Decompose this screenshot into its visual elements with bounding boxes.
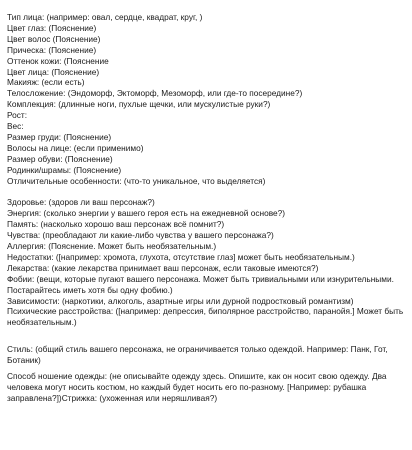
field-senses: Чувства: (преобладают ли какие-либо чувства у вашего персонажа?) (7, 230, 274, 241)
field-health: Здоровье: (здоров ли ваш персонаж?) (7, 197, 155, 208)
field-energy: Энергия: (сколько энергии у вашего героя есть на ежедневной основе?) (7, 208, 285, 219)
field-memory: Память: (насколько хорошо ваш персонаж всё помнит?) (7, 219, 225, 230)
field-hairstyle: Прическа: (Пояснение) (7, 44, 97, 55)
section-gap (7, 328, 407, 339)
field-skin-tone: Оттенок кожи: (Пояснение (7, 55, 109, 66)
field-distinctive-features: Отличительные особенности: (что-то уникальное, что выделяется) (7, 175, 266, 186)
field-hair-color: Цвет волос (Пояснение) (7, 33, 101, 44)
field-facial-hair: Волосы на лице: (если применимо) (7, 142, 144, 153)
field-face-type: Тип лица: (например: овал, сердце, квадрат, круг, ) (7, 12, 203, 22)
health-section (7, 197, 407, 328)
field-shoe-size: Размер обуви: (Пояснение) (7, 153, 113, 164)
style-section (7, 344, 407, 404)
field-build: Комплекция: (длинные ноги, пухлые щечки, или мускулистые руки?) (7, 99, 271, 110)
field-complexion: Цвет лица: (Пояснение) (7, 66, 100, 77)
field-moles-scars: Родинки/шрамы: (Пояснение) (7, 164, 122, 175)
character-questionnaire (7, 12, 407, 404)
field-flaws: Недостатки: ([например: хромота, глухота, отсутствие глаз] может быть необязательным.) (7, 251, 355, 262)
field-allergy: Аллергия: (Пояснение. Может быть необязательным.) (7, 241, 217, 252)
appearance-section (7, 12, 407, 187)
field-makeup: Макияж: (если есть) (7, 77, 85, 88)
field-mental-disorders: Психические расстройства: ([например: депрессия, биполярное расстройство, паранойя.] Может быть необязательным.) (7, 306, 404, 328)
field-weight: Вес: (7, 121, 24, 132)
field-eye-color: Цвет глаз: (Пояснение) (7, 22, 97, 33)
field-style: Стиль: (общий стиль вашего персонажа, не ограничивается только одеждой. Например: Панк, Гот, Ботаник) (7, 344, 388, 366)
section-gap (7, 187, 407, 198)
field-body-type: Телосложение: (Эндоморф, Эктоморф, Мезоморф, или где-то посередине?) (7, 88, 303, 99)
field-addictions: Зависимости: (наркотики, алкоголь, азартные игры или дурной подростковый романтизм) (7, 295, 354, 306)
field-chest-size: Размер груди: (Пояснение) (7, 131, 112, 142)
field-phobias: Фобии: (вещи, которые пугают вашего персонажа. Может быть тривиальными или изнурительными. Постарайтесь иметь хотя бы одну фобию.) (7, 273, 394, 295)
field-medications: Лекарства: (какие лекарства принимает ваш персонаж, если таковые имеются?) (7, 262, 319, 273)
field-clothing-manner: Способ ношение одежды: (не описывайте одежду здесь. Опишите, как он носит свою одежду. Два человека могут носить костюм, но каждый будет носить его по-разному. [Например: рубашка заправлена?])Стрижка: (ухоженная или неряшливая?) (7, 370, 387, 403)
field-height: Рост: (7, 110, 28, 121)
